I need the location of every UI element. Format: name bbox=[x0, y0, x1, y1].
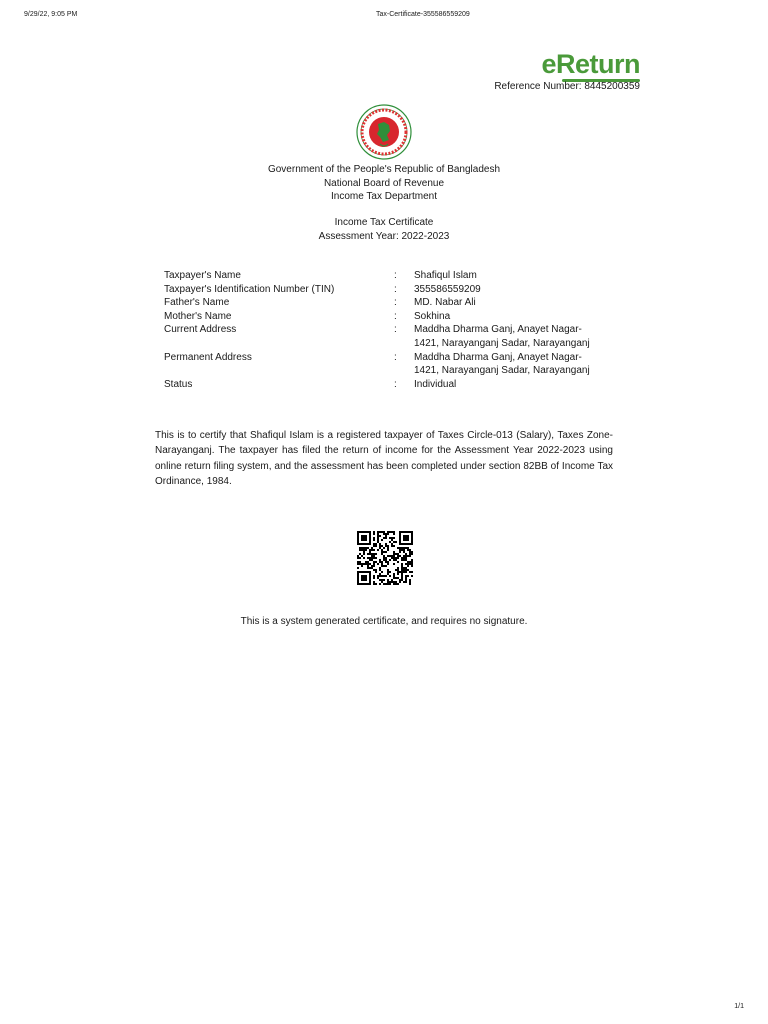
page-count: 1/1 bbox=[734, 1003, 744, 1010]
info-value: Individual bbox=[414, 378, 457, 390]
info-label: Current Address bbox=[164, 324, 237, 336]
ereturn-logo bbox=[541, 48, 640, 80]
info-label: Permanent Address bbox=[164, 351, 252, 363]
info-separator: : bbox=[394, 351, 397, 363]
info-separator: : bbox=[394, 310, 397, 322]
info-separator: : bbox=[394, 270, 397, 281]
issuer-board: National Board of Revenue bbox=[323, 177, 445, 189]
reference-number bbox=[494, 81, 640, 92]
logo-e: e bbox=[541, 49, 556, 79]
print-document-title: Tax-Certificate-355586559209 bbox=[376, 11, 470, 18]
issuer-block bbox=[0, 163, 768, 204]
info-value bbox=[414, 351, 614, 378]
taxpayer-info-table bbox=[164, 269, 614, 391]
info-value: 355586559209 bbox=[414, 283, 481, 295]
print-datetime: 9/29/22, 9:05 PM bbox=[24, 11, 78, 18]
assessment-year-value: 2022-2023 bbox=[401, 230, 450, 242]
info-row-permanent-address bbox=[164, 351, 614, 378]
address-line-2: 1421, Narayanganj Sadar, Narayanganj bbox=[414, 365, 590, 377]
certificate-heading bbox=[0, 216, 768, 243]
issuer-government: Government of the People's Republic of Bangladesh bbox=[267, 164, 501, 175]
info-value bbox=[414, 323, 614, 350]
info-label: Father's Name bbox=[164, 297, 230, 309]
info-row-father bbox=[164, 296, 614, 310]
info-separator: : bbox=[394, 378, 397, 390]
assessment-year-line bbox=[0, 230, 768, 244]
info-value: Sokhina bbox=[414, 310, 451, 322]
reference-label: Reference Number: bbox=[494, 81, 582, 92]
certification-paragraph: This is to certify that Shafiqul Islam is a registered taxpayer of Taxes Circle-013 (Salary), Taxes Zone-Narayanganj. The taxpayer has filed the return of income for the Assessment Year 2022-2023 using online return filing system, and the assessment has been completed under section 82BB of Income Tax Ordinance, 1984. bbox=[155, 430, 613, 488]
info-label: Status bbox=[164, 378, 193, 390]
assessment-year-label: Assessment Year: bbox=[318, 230, 399, 242]
qr-code-icon bbox=[357, 531, 413, 585]
info-row-mother bbox=[164, 310, 614, 324]
reference-value: 8445200359 bbox=[584, 81, 640, 92]
info-row-status bbox=[164, 378, 614, 392]
info-value: MD. Nabar Ali bbox=[414, 297, 476, 309]
info-row-tin bbox=[164, 283, 614, 297]
info-label: Taxpayer's Identification Number (TIN) bbox=[164, 283, 335, 295]
address-line-2: 1421, Narayanganj Sadar, Narayanganj bbox=[414, 337, 590, 349]
certificate-title: Income Tax Certificate bbox=[334, 217, 434, 228]
info-label: Taxpayer's Name bbox=[164, 270, 241, 281]
system-generated-note: This is a system generated certificate, and requires no signature. bbox=[240, 616, 528, 627]
logo-main: Return bbox=[556, 49, 640, 79]
info-separator: : bbox=[394, 297, 397, 309]
address-line-1: Maddha Dharma Ganj, Anayet Nagar- bbox=[414, 324, 582, 336]
info-value: Shafiqul Islam bbox=[414, 270, 477, 281]
info-row-name bbox=[164, 269, 614, 283]
info-row-current-address bbox=[164, 323, 614, 350]
issuer-department: Income Tax Department bbox=[331, 191, 437, 203]
info-separator: : bbox=[394, 283, 397, 295]
bangladesh-government-seal-icon bbox=[356, 104, 412, 160]
info-label: Mother's Name bbox=[164, 310, 232, 322]
address-line-1: Maddha Dharma Ganj, Anayet Nagar- bbox=[414, 351, 582, 363]
info-separator: : bbox=[394, 324, 397, 336]
